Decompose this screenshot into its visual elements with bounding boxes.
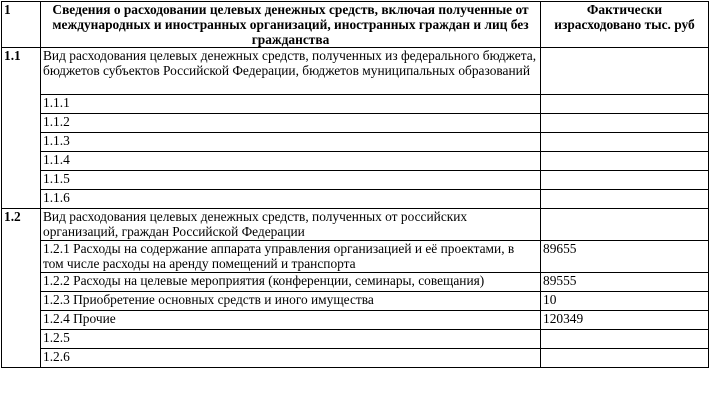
table-row xyxy=(2,133,709,152)
section-title-row xyxy=(2,48,709,95)
table-row xyxy=(2,349,709,368)
table-row xyxy=(2,292,709,311)
item-value-cell xyxy=(541,330,709,349)
item-value-cell: 89655 xyxy=(541,241,709,273)
table-header-row xyxy=(2,2,709,48)
section-title-cell: Вид расходования целевых денежных средств, полученных из федерального бюджета, бюджетов субъектов Российской Федерации, бюджетов муниципальных образований xyxy=(41,48,541,95)
item-value-cell xyxy=(541,152,709,171)
section-title-row xyxy=(2,209,709,241)
table-row xyxy=(2,95,709,114)
table-row xyxy=(2,152,709,171)
section-value-cell xyxy=(541,48,709,95)
item-label-cell: 1.1.3 xyxy=(41,133,541,152)
item-label-cell: 1.1.5 xyxy=(41,171,541,190)
header-description-cell: Сведения о расходовании целевых денежных средств, включая полученные от международных и иностранных организаций, иностранных граждан и лиц без гражданства xyxy=(41,2,541,48)
table-row xyxy=(2,190,709,209)
item-label-cell: 1.1.4 xyxy=(41,152,541,171)
table-row xyxy=(2,171,709,190)
item-label-cell: 1.1.1 xyxy=(41,95,541,114)
item-label-cell: 1.2.6 xyxy=(41,349,541,368)
item-label-cell: 1.2.2 Расходы на целевые мероприятия (конференции, семинары, совещания) xyxy=(41,273,541,292)
section-number-cell: 1.2 xyxy=(2,209,41,368)
item-value-cell: 120349 xyxy=(541,311,709,330)
header-value-cell: Фактически израсходовано тыс. руб xyxy=(541,2,709,48)
item-value-cell xyxy=(541,190,709,209)
table-row xyxy=(2,311,709,330)
table-row xyxy=(2,114,709,133)
item-label-cell: 1.2.5 xyxy=(41,330,541,349)
item-label-cell: 1.2.4 Прочие xyxy=(41,311,541,330)
item-value-cell: 89555 xyxy=(541,273,709,292)
section-number-cell: 1.1 xyxy=(2,48,41,209)
table-row xyxy=(2,330,709,349)
section-value-cell xyxy=(541,209,709,241)
expenditure-table xyxy=(1,1,709,368)
item-value-cell xyxy=(541,114,709,133)
table-row xyxy=(2,273,709,292)
item-value-cell xyxy=(541,349,709,368)
item-label-cell: 1.2.3 Приобретение основных средств и иного имущества xyxy=(41,292,541,311)
header-number-cell: 1 xyxy=(2,2,41,48)
table-row xyxy=(2,241,709,273)
item-value-cell xyxy=(541,171,709,190)
section-title-cell: Вид расходования целевых денежных средств, полученных от российских организаций, граждан Российской Федерации xyxy=(41,209,541,241)
item-label-cell: 1.2.1 Расходы на содержание аппарата управления организацией и её проектами, в том числе расходы на аренду помещений и транспорта xyxy=(41,241,541,273)
item-label-cell: 1.1.2 xyxy=(41,114,541,133)
item-value-cell xyxy=(541,95,709,114)
item-value-cell: 10 xyxy=(541,292,709,311)
item-value-cell xyxy=(541,133,709,152)
item-label-cell: 1.1.6 xyxy=(41,190,541,209)
